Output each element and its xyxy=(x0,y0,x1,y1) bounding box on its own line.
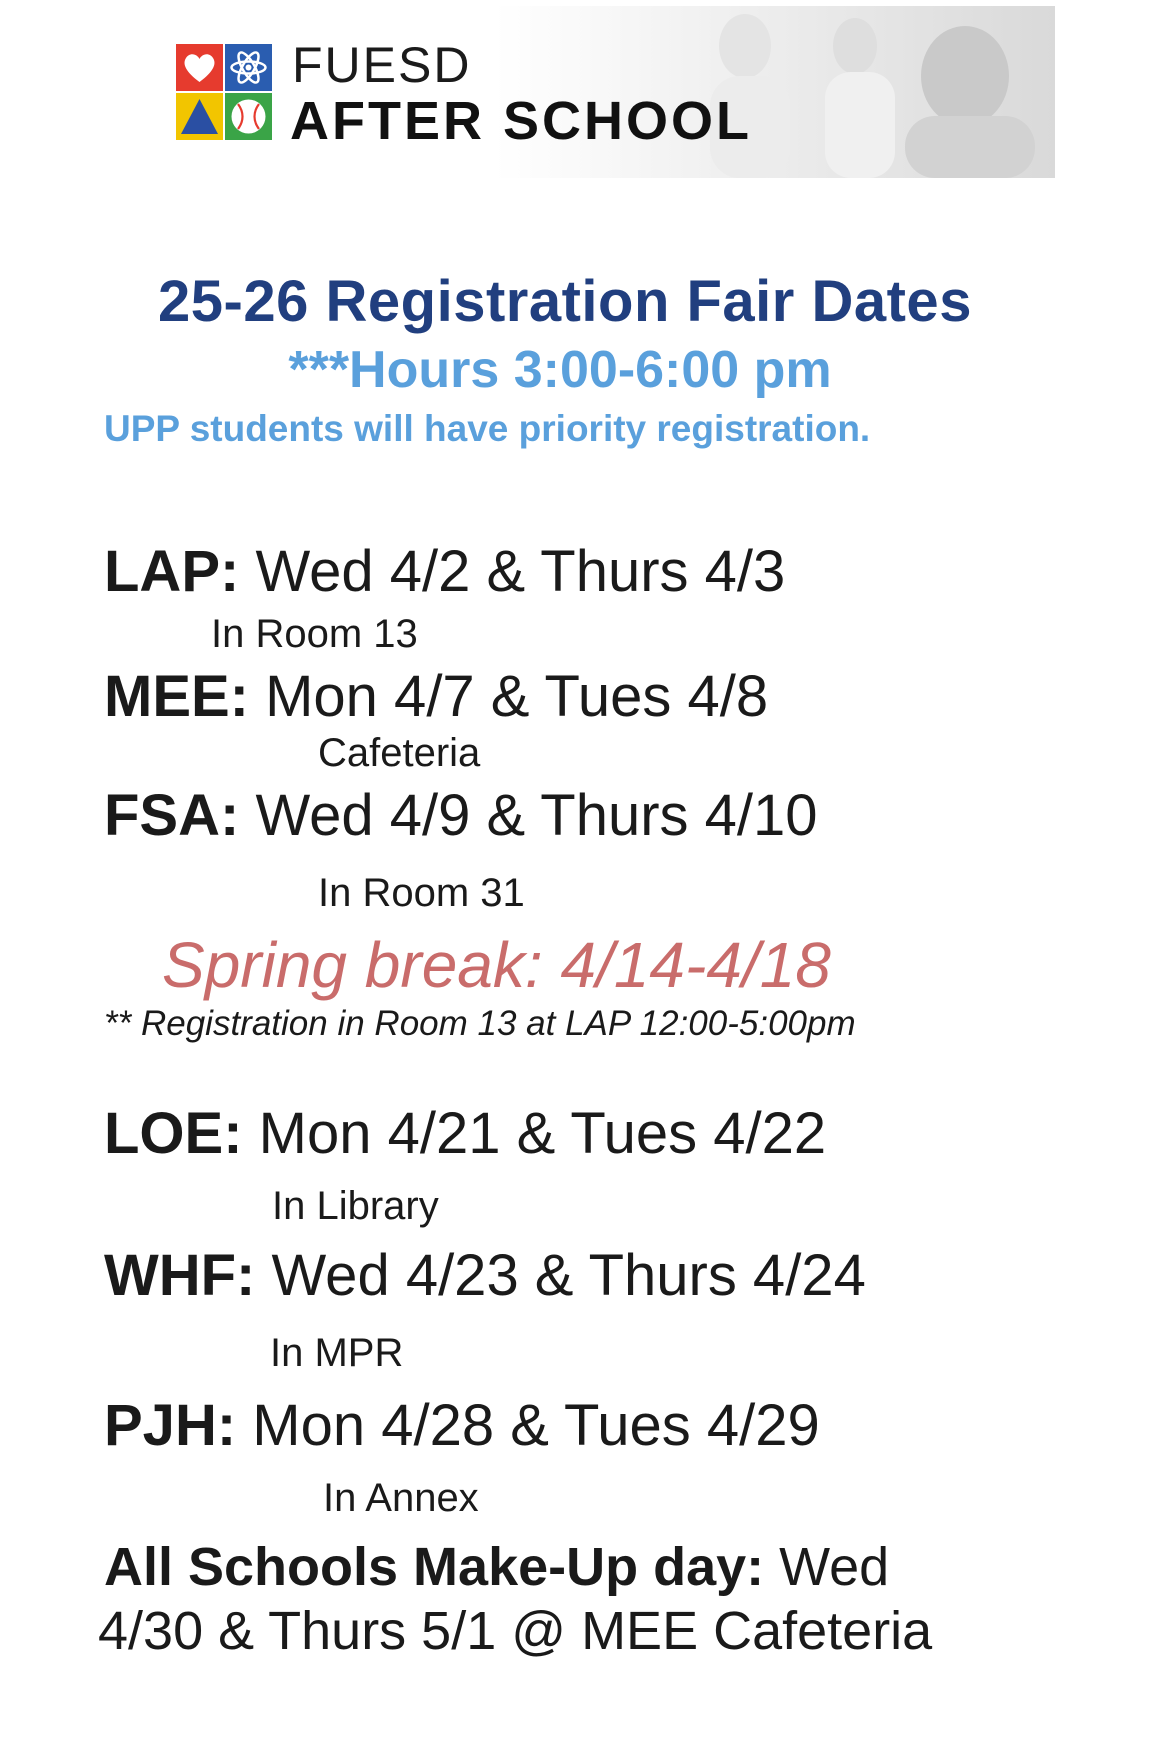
schedule-row-loe xyxy=(104,1100,826,1167)
schedule-row-lap xyxy=(104,538,785,605)
brand-subtitle: AFTER SCHOOL xyxy=(290,91,752,151)
hours-line: ***Hours 3:00-6:00 pm xyxy=(288,341,832,399)
makeup-day-line1 xyxy=(104,1536,889,1598)
schedule-row-mee xyxy=(104,663,768,730)
spring-break-note: ** Registration in Room 13 at LAP 12:00-5:00pm xyxy=(104,1004,856,1043)
schedule-location-lap: In Room 13 xyxy=(211,612,418,656)
makeup-day-rest: Wed xyxy=(764,1537,890,1597)
schedule-dates: Mon 4/7 & Tues 4/8 xyxy=(249,664,769,729)
school-code: PJH: xyxy=(104,1393,237,1458)
spring-break-title: Spring break: 4/14-4/18 xyxy=(162,929,831,1001)
schedule-dates: Mon 4/28 & Tues 4/29 xyxy=(236,1393,820,1458)
schedule-dates: Wed 4/23 & Thurs 4/24 xyxy=(255,1243,866,1308)
schedule-row-pjh xyxy=(104,1392,820,1459)
schedule-row-whf xyxy=(104,1242,866,1309)
schedule-location-whf: In MPR xyxy=(270,1331,404,1375)
brand-name: FUESD xyxy=(292,37,472,93)
schedule-dates: Wed 4/2 & Thurs 4/3 xyxy=(239,539,786,604)
makeup-label: All Schools Make-Up day: xyxy=(104,1537,765,1597)
triangle-icon xyxy=(176,93,223,140)
page-title: 25-26 Registration Fair Dates xyxy=(158,269,972,334)
school-code: FSA: xyxy=(104,783,240,848)
schedule-dates: Mon 4/21 & Tues 4/22 xyxy=(242,1101,827,1166)
schedule-location-loe: In Library xyxy=(272,1184,439,1228)
schedule-location-pjh: In Annex xyxy=(323,1476,479,1520)
makeup-day-line2: 4/30 & Thurs 5/1 @ MEE Cafeteria xyxy=(98,1601,933,1661)
atom-icon xyxy=(225,44,272,91)
schedule-location-fsa: In Room 31 xyxy=(318,871,525,915)
heart-icon xyxy=(176,44,223,91)
schedule-dates: Wed 4/9 & Thurs 4/10 xyxy=(239,783,818,848)
school-code: WHF: xyxy=(104,1243,256,1308)
school-code: MEE: xyxy=(104,664,249,729)
schedule-location-mee: Cafeteria xyxy=(318,731,481,775)
schedule-row-fsa xyxy=(104,782,818,849)
school-code: LAP: xyxy=(104,539,240,604)
logo-grid xyxy=(176,44,272,140)
priority-note: UPP students will have priority registration. xyxy=(104,408,871,449)
baseball-icon xyxy=(225,93,272,140)
school-code: LOE: xyxy=(104,1101,243,1166)
